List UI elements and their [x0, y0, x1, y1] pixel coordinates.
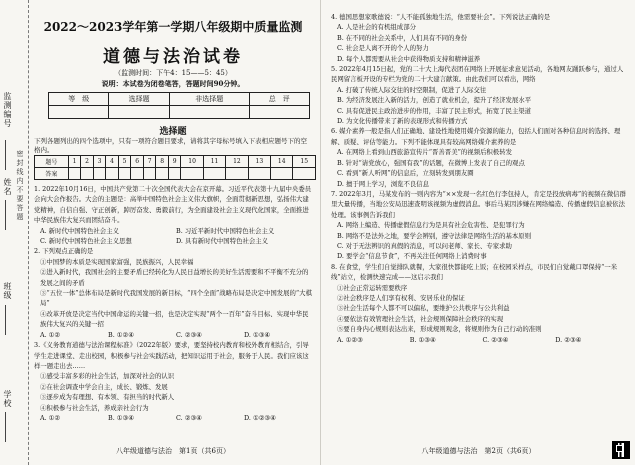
- answer-blank-cell[interactable]: [118, 168, 131, 180]
- exam-number-label: 监测编号: [3, 92, 12, 128]
- question-6-option-b[interactable]: B. 针对“请党放心，强国有我”的话题，在微博上发表了自己的观点: [337, 158, 525, 167]
- question-2-statement: ④改革开放是决定当代中国命运的关键一招，也是决定实现“两个一百年”奋斗目标、实现中华民族伟大复兴的关键一招: [40, 309, 309, 329]
- score-header-total: 总 评: [249, 93, 309, 106]
- section-instruction: 下列各题列出的四个选项中，只有一项符合题目要求，请将其字母标号填入下表相应题号下的空格内。: [34, 137, 307, 154]
- question-1-options-row-1: [40, 226, 312, 236]
- answer-blank-cell[interactable]: [143, 168, 156, 180]
- question-8-choice-d[interactable]: D. ②③④: [555, 335, 582, 344]
- score-cell[interactable]: [49, 106, 109, 119]
- answer-row-label: 题号: [35, 156, 69, 168]
- answer-number-cell: 10: [181, 156, 203, 168]
- binding-margin: [0, 0, 29, 465]
- question-1-option-d[interactable]: D. 具有新时代中国特色社会主义: [176, 237, 269, 246]
- answer-blank-cell[interactable]: [68, 168, 81, 180]
- answer-blank-cell[interactable]: [248, 168, 270, 180]
- class-line: [5, 305, 6, 335]
- question-1-option-a[interactable]: A. 新时代中国特色社会主义: [40, 226, 119, 235]
- answer-blank-cell[interactable]: [293, 168, 316, 180]
- answer-row-label: 答案: [35, 168, 69, 180]
- answer-table: [34, 155, 316, 180]
- question-2-choice-d[interactable]: D. ①③④: [244, 330, 271, 339]
- answer-number-cell: 3: [93, 156, 106, 168]
- time-note: （监测时间：下午4：15——5：45）: [114, 69, 232, 77]
- question-8-choice-c[interactable]: C. ②③④: [482, 335, 509, 344]
- score-header-nonchoice: 非选择题: [169, 93, 249, 106]
- exam-number-line: [5, 140, 6, 170]
- question-8-choices: [337, 335, 628, 345]
- question-8-statement: ④要依法有效管理社会生活，社会规则保障社会秩序的实现: [337, 314, 504, 323]
- question-1-stem: 1. 2022年10月16日，中国共产党第二十次全国代表大会在京开幕。习近平代表第十九届中央委员会向大会作报告。大会的主题是：高举中国特色社会主义伟大旗帜，全面贯彻新思想，弘扬伟大建党精神，自信自强、守正创新，踔厉奋发、勇毅前行，为全面建设社会主义现代化国家，全面推进中华民族伟大复兴而团结奋斗。: [34, 185, 312, 225]
- answer-number-cell: 11: [203, 156, 225, 168]
- question-6-option-c[interactable]: C. 看到“新人听网”的信息后，立刻转发到朋友圈: [337, 169, 474, 178]
- answer-number-cell: 9: [168, 156, 181, 168]
- question-8-statement: ②社会秩序是人们享有权利、安居乐业的保证: [337, 293, 465, 302]
- question-8-choice-b[interactable]: B. ①③④: [409, 335, 436, 344]
- score-cell[interactable]: [109, 106, 169, 119]
- page-1-content: [34, 0, 312, 465]
- exam-instruction: 说明：本试卷为闭卷笔答，答题时间90分钟。: [101, 79, 245, 88]
- question-7-option-d[interactable]: D. 要学会“信息节食”，不再关注任何网络上消费时事: [337, 252, 487, 261]
- exam-page-2: [320, 0, 635, 465]
- page-1-footer: 八年级道德与法治 第1页（共6页）: [116, 447, 230, 455]
- question-7-option-b[interactable]: B. 网络不是法外之地，要学会辨别，遵守法律是网络生活的基本原则: [337, 231, 532, 240]
- question-2-stem: 2. 下列观点正确的是: [34, 247, 94, 256]
- question-6-option-d[interactable]: D. 擅于网上学习，浏览不良信息: [337, 179, 430, 188]
- question-6-option-a[interactable]: A. 在网络上看到山西旅游宣传片“晋善晋美”的视频后积极转发: [337, 148, 512, 157]
- qr-code-icon: [612, 441, 630, 459]
- class-label: 班级: [3, 282, 12, 300]
- seal-line-text: 密封线内不要答题: [16, 150, 24, 222]
- score-cell[interactable]: [169, 106, 249, 119]
- question-3-statement: ①感受丰富多彩的社会生活，加深对社会的认识: [40, 372, 175, 381]
- question-2-choice-b[interactable]: B. ①②④: [108, 330, 134, 339]
- question-1-options-row-2: [40, 236, 312, 246]
- answer-blank-cell[interactable]: [156, 168, 169, 180]
- answer-blank-cell[interactable]: [106, 168, 119, 180]
- question-1-option-b[interactable]: B. 习近平新时代中国特色社会主义: [176, 226, 275, 235]
- question-3-statement: ②在社会调查中学会自主，成长、锻炼、发展: [40, 382, 168, 391]
- question-4-stem: 4. 德国思想家歌德说：“人不能孤独地生活，他需要社会”。下列说法正确的是: [331, 13, 551, 21]
- name-line: [5, 200, 6, 230]
- answer-number-cell: 15: [293, 156, 316, 168]
- answer-number-cell: 4: [106, 156, 119, 168]
- answer-blank-cell[interactable]: [81, 168, 94, 180]
- answer-number-cell: 13: [248, 156, 270, 168]
- exam-title: 2022～2023学年第一学期八年级期中质量监测: [43, 20, 303, 34]
- answer-number-cell: 6: [131, 156, 144, 168]
- question-5-stem: 5. 2022年4月15日起，党的二十大上海代表团在网络上开展征求意见活动，各地网友踊跃参与，通过人民网留言板开设的专栏为党的二十大建言献策。由此我们可以看出，网络: [331, 65, 624, 84]
- question-8-statement: ③社会生活每个人都不可以偏私，要维护公共秩序与公共利益: [337, 304, 510, 313]
- question-2-statement: ①中国梦的本质是实现国家富强，民族振兴，人民幸福: [40, 257, 194, 266]
- answer-blank-row: [35, 168, 316, 180]
- name-label: 姓名: [3, 178, 12, 196]
- question-2-choices: [40, 330, 312, 340]
- question-2-statement: ③“五位一体”总体布局是新时代我国发展的新目标，“四个全面”战略布局是决定中国发展的“大棋局”: [40, 289, 312, 308]
- question-8-statement: ⑤要自身内心规则表达出来，形成规则观念，将规则作为自己行动的准则: [337, 325, 542, 334]
- score-header-level: 等 级: [49, 93, 109, 106]
- question-7-stem: 7. 2022年3月，马某发布的一则内容为“××发现一名红色行李包持人，肯定是投放病毒”的视频在微信群里大量传播，当地公安局迅速查明该视频为虚假消息。事后马某因涉嫌在网络编造、传播虚假信息被依法处理。该事例告诉我们: [331, 189, 626, 219]
- question-5-option-c[interactable]: C. 具有促进民主政治进步的作用，丰富了民主形式，拓宽了民主渠道: [337, 106, 532, 115]
- question-8-statement: ①社会正常运转需要秩序: [337, 283, 408, 292]
- question-7-option-a[interactable]: A. 网络上编造、传播虚假信息行为是具有社会危害性、是犯罪行为: [337, 221, 525, 230]
- question-3-stem: 3.《义务教育道德与法治课程标准》（2022年版）要求，要坚持校内教育和校外教育相结合，引导学生走进课堂、走出校园，积极参与社会实践活动，把知识运用于社会，服务于人民。我们应该这样一题走出去……: [34, 341, 309, 370]
- school-label: 学校: [3, 390, 12, 408]
- answer-number-cell: 7: [143, 156, 156, 168]
- section-heading: 选择题: [159, 127, 187, 137]
- answer-blank-cell[interactable]: [181, 168, 203, 180]
- question-3-choices: [40, 413, 312, 423]
- score-table: [48, 92, 310, 119]
- answer-number-cell: 2: [81, 156, 94, 168]
- question-3-statement: ③逐步成为有理想、有本领、有担当的时代新人: [40, 393, 175, 402]
- answer-blank-cell[interactable]: [226, 168, 248, 180]
- question-8-stem: 8. 在食堂，学生们自觉排队就餐，大家很快都能吃上饭；在校园采样点，市民们自觉戴口罩保持“一米线”站立，检测快速完成——这启示我们: [331, 262, 618, 282]
- score-cell[interactable]: [249, 106, 309, 119]
- question-4-option-b[interactable]: B. 在不同的社会关系中，人们具有不同的身份: [337, 33, 468, 42]
- question-3-choice-a[interactable]: A. ①②: [40, 413, 61, 422]
- question-3-statement: ④积极参与社会生活，养成亲社会行为: [40, 403, 149, 412]
- answer-blank-cell[interactable]: [168, 168, 181, 180]
- score-header-choice: 选择题: [109, 93, 169, 106]
- answer-number-row: [35, 156, 316, 168]
- questions-page-2: [331, 12, 628, 345]
- question-5-option-d[interactable]: D. 为文化传播带来了新的表现形式和传播方式: [337, 117, 468, 126]
- question-3-choice-c[interactable]: C. ②③④: [176, 413, 202, 422]
- question-5-option-a[interactable]: A. 打破了传统人际交往的时空限制，促进了人际交往: [337, 85, 487, 94]
- question-4-option-d[interactable]: D. 每个人都需要从社会中获得物质支持和精神滋养: [337, 54, 481, 63]
- answer-number-cell: 12: [226, 156, 248, 168]
- answer-number-cell: 8: [156, 156, 169, 168]
- question-8-choice-a[interactable]: A. ①②③: [337, 335, 363, 344]
- subject-title: 道德与法治试卷: [103, 47, 243, 67]
- question-2-statement: ②进入新时代，我国社会的主要矛盾已经转化为人民日益增长的美好生活需要和不平衡不充分的发展之间的矛盾: [40, 268, 309, 287]
- school-line: [5, 412, 6, 442]
- question-4-option-c[interactable]: C. 社会是人离不开的个人的努力: [337, 44, 429, 53]
- question-4-option-a[interactable]: A. 人是社会的有机组成部分: [337, 23, 416, 32]
- question-5-option-b[interactable]: B. 为经济发展注入新的活力，创造了就业机会，提升了经济发展水平: [337, 96, 532, 105]
- answer-blank-cell[interactable]: [203, 168, 225, 180]
- page-2-footer: 八年级道德与法治 第2页（共6页）: [421, 447, 536, 455]
- answer-blank-cell[interactable]: [93, 168, 106, 180]
- question-6-stem: 6. 媒介素养一般是指人们正确地、建设性地使用媒介资源的能力，包括人们面对各种信息时的选择、理解、质疑、评估等能力。下列不能体现具有较高网络媒介素养的是: [331, 127, 621, 146]
- questions-page-1: [34, 184, 312, 423]
- question-3-choice-d[interactable]: D. ①②③④: [244, 413, 276, 422]
- question-7-option-c[interactable]: C. 对于无法辨识的真假的消息，可以问老师、家长、专家求助: [337, 241, 512, 250]
- question-2-choice-c[interactable]: C. ②③④: [176, 330, 202, 339]
- answer-number-cell: 14: [271, 156, 293, 168]
- question-2-choice-a[interactable]: A. ①②: [40, 330, 61, 339]
- answer-blank-cell[interactable]: [131, 168, 144, 180]
- question-1-option-c[interactable]: C. 新时代中国特色社会主义思想: [40, 237, 132, 246]
- answer-blank-cell[interactable]: [271, 168, 293, 180]
- question-3-choice-b[interactable]: B. ①③④: [108, 413, 134, 422]
- answer-number-cell: 5: [118, 156, 131, 168]
- answer-number-cell: 1: [68, 156, 81, 168]
